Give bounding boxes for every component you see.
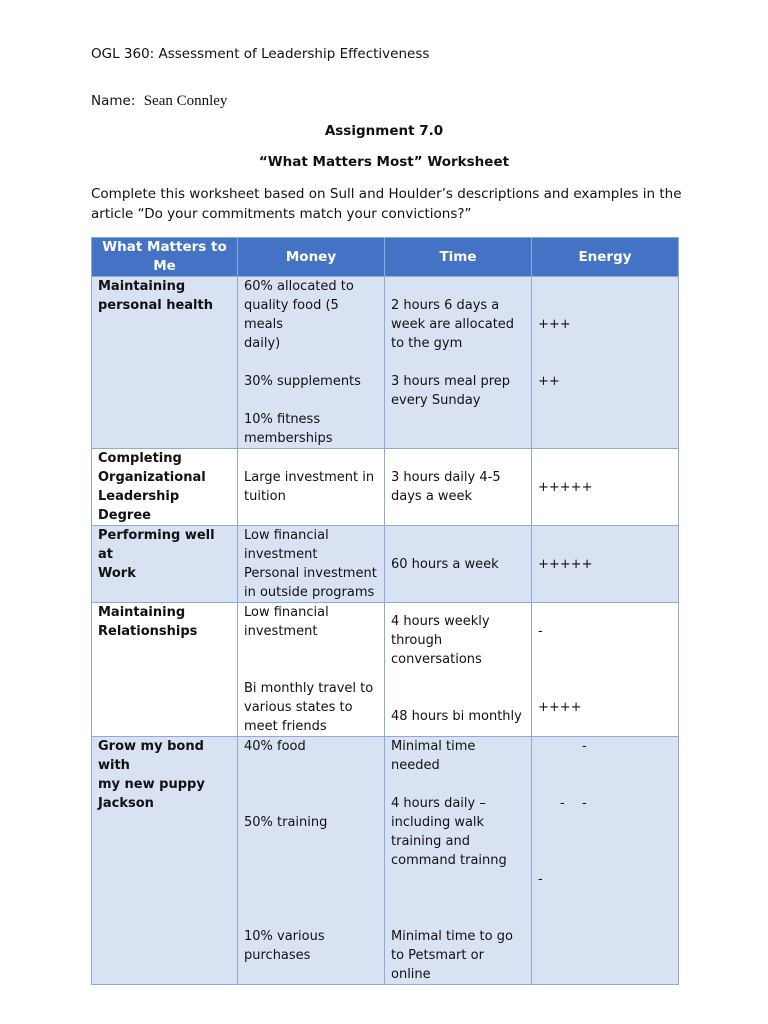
cell-text: 4 hours daily –	[391, 796, 486, 811]
cell-text: Bi monthly travel to	[244, 681, 374, 696]
header-time: Time	[385, 238, 532, 277]
cell-text: -	[582, 796, 587, 811]
cell-text: investment	[244, 547, 318, 562]
cell-text: -	[560, 796, 565, 811]
cell-text: Jackson	[98, 796, 154, 811]
table-row	[92, 449, 679, 526]
cell-text: Maintaining	[98, 279, 186, 294]
name-label: Name:	[91, 93, 136, 109]
cell-text: Maintaining	[98, 605, 186, 620]
cell-text: memberships	[244, 431, 333, 446]
cell-text: quality food (5 meals	[244, 298, 339, 332]
energy-cell	[532, 449, 679, 526]
cell-text: -	[582, 739, 587, 754]
row-label	[92, 526, 238, 603]
cell-text: Minimal time to go	[391, 929, 513, 944]
cell-text: week are allocated	[391, 317, 515, 332]
cell-text: 60 hours a week	[391, 556, 499, 572]
cell-text: Work	[98, 566, 136, 581]
row-label	[92, 277, 238, 449]
cell-text: 4 hours weekly	[391, 614, 490, 629]
cell-text: various states to	[244, 700, 353, 715]
table-row	[92, 737, 679, 985]
money-cell	[238, 277, 385, 449]
cell-text: Grow my bond with	[98, 739, 204, 773]
header-what-matters: What Matters to Me	[92, 238, 238, 277]
cell-text: 2 hours 6 days a	[391, 298, 500, 313]
intro-paragraph	[91, 184, 691, 224]
cell-text: conversations	[391, 652, 482, 667]
energy-cell	[532, 526, 679, 603]
table-row	[92, 603, 679, 737]
cell-text: 10% various	[244, 929, 325, 944]
cell-text: daily)	[244, 336, 281, 351]
header-energy: Energy	[532, 238, 679, 277]
cell-text: through	[391, 633, 443, 648]
course-title: OGL 360: Assessment of Leadership Effectiveness	[91, 46, 430, 62]
cell-text: every Sunday	[391, 393, 481, 408]
cell-text: 3 hours daily 4-5	[391, 470, 501, 485]
cell-text: online	[391, 967, 431, 982]
intro-line: article “Do your commitments match your convictions?”	[91, 206, 472, 222]
cell-text: command trainng	[391, 853, 507, 868]
cell-text: Low financial	[244, 528, 329, 543]
worksheet-title: “What Matters Most” Worksheet	[258, 154, 510, 170]
cell-text: -	[538, 624, 543, 639]
cell-text: -	[538, 872, 543, 887]
cell-text: to the gym	[391, 336, 463, 351]
intro-line: Complete this worksheet based on Sull and Houlder’s descriptions and examples in the	[91, 186, 682, 202]
cell-text: meet friends	[244, 719, 327, 734]
cell-text: Personal investment	[244, 566, 377, 581]
time-cell	[385, 526, 532, 603]
row-label	[92, 603, 238, 737]
cell-text: ++	[538, 374, 560, 389]
name-line	[91, 93, 227, 110]
money-cell	[238, 737, 385, 985]
cell-text: 60% allocated to	[244, 279, 354, 294]
cell-text: investment	[244, 624, 318, 639]
cell-text: to Petsmart or	[391, 948, 484, 963]
cell-text: Large investment in	[244, 470, 375, 485]
cell-text: Relationships	[98, 624, 198, 639]
cell-text: days a week	[391, 489, 473, 504]
cell-text: Completing	[98, 451, 182, 466]
row-label	[92, 449, 238, 526]
time-cell	[385, 449, 532, 526]
cell-text: including walk	[391, 815, 485, 830]
cell-text: in outside programs	[244, 585, 375, 600]
cell-text: 10% fitness	[244, 412, 321, 427]
cell-text: Organizational	[98, 470, 206, 485]
cell-text: personal health	[98, 298, 213, 313]
energy-cell	[532, 603, 679, 737]
cell-text: purchases	[244, 948, 311, 963]
cell-text: +++	[538, 317, 571, 332]
cell-text: training and	[391, 834, 470, 849]
cell-text: tuition	[244, 489, 286, 504]
cell-text: Performing well at	[98, 528, 215, 562]
cell-text: 48 hours bi monthly	[391, 709, 522, 724]
money-cell	[238, 603, 385, 737]
cell-text: 50% training	[244, 815, 328, 830]
cell-text: ++++	[538, 700, 582, 715]
cell-text: needed	[391, 758, 440, 773]
money-cell	[238, 526, 385, 603]
assignment-title: Assignment 7.0	[324, 123, 444, 139]
cell-text: 3 hours meal prep	[391, 374, 511, 389]
energy-cell	[532, 737, 679, 985]
cell-text: 30% supplements	[244, 374, 361, 389]
cell-text: Low financial	[244, 605, 329, 620]
worksheet-table	[91, 237, 679, 985]
cell-text: +++++	[538, 556, 593, 572]
cell-text: +++++	[538, 479, 593, 495]
cell-text: 40% food	[244, 739, 306, 754]
cell-text: my new puppy	[98, 777, 205, 792]
table-header-row	[92, 238, 679, 277]
cell-text: Minimal time	[391, 739, 476, 754]
time-cell	[385, 603, 532, 737]
time-cell	[385, 737, 532, 985]
row-label	[92, 737, 238, 985]
name-value: Sean Connley	[143, 93, 228, 109]
time-cell	[385, 277, 532, 449]
energy-cell	[532, 277, 679, 449]
table-row	[92, 526, 679, 603]
money-cell	[238, 449, 385, 526]
header-money: Money	[238, 238, 385, 277]
table-row	[92, 277, 679, 449]
cell-text: Leadership Degree	[98, 489, 180, 523]
